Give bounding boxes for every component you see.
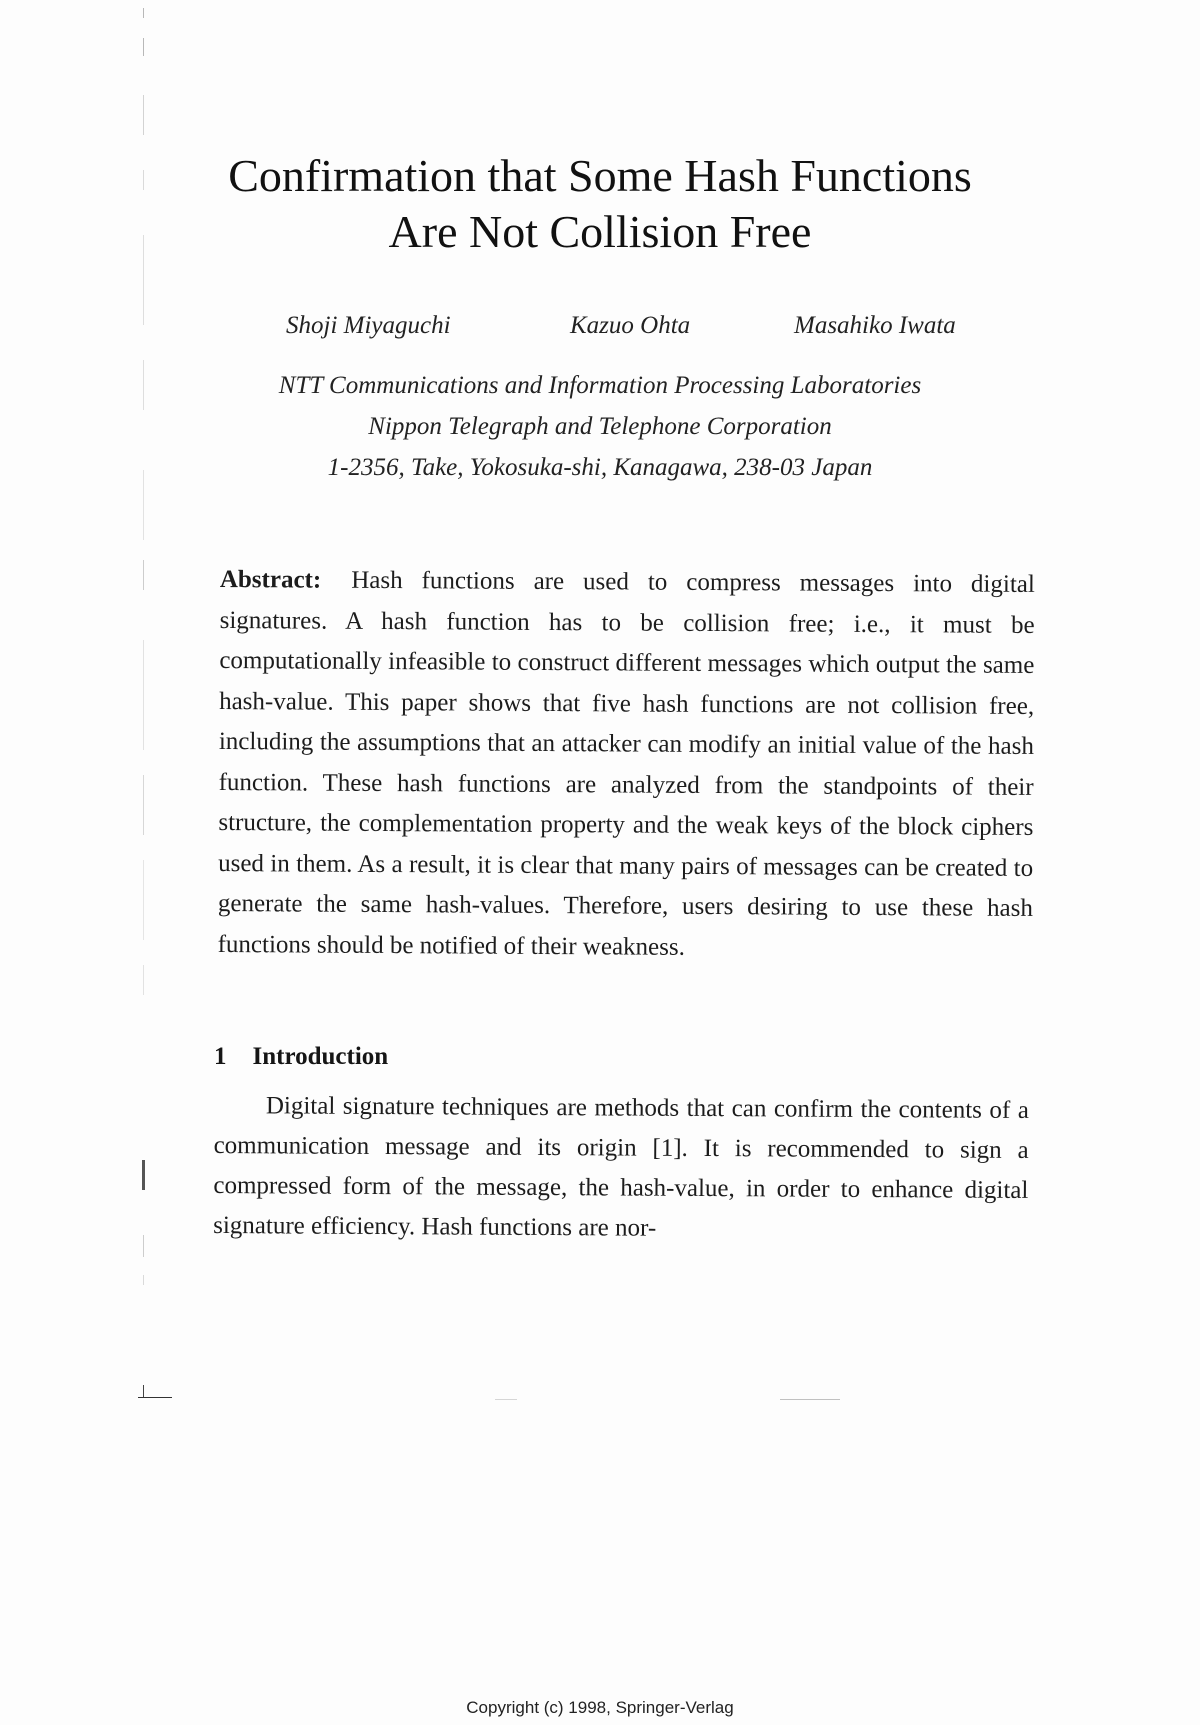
- copyright-notice: Copyright (c) 1998, Springer-Verlag: [466, 1698, 734, 1717]
- author-name: Kazuo Ohta: [570, 312, 691, 339]
- introduction-paragraph: Digital signature techniques are methods that can confirm the contents of a communication message and its origin [1]. It is recommended to sign a compressed form of the message, the hash-value, in order to enhance digital signature efficiency. Hash functions are nor-: [213, 1092, 1029, 1242]
- section-number: 1: [214, 1043, 227, 1070]
- affiliation-line: 1-2356, Take, Yokosuka-shi, Kanagawa, 238-03 Japan: [327, 454, 873, 481]
- abstract-text: Hash functions are used to compress messages into digital signatures. A hash function has to be collision free; i.e., it must be computationally infeasible to construct different messages which output the same hash-value. This paper shows that five hash functions are not collision free, including the assumptions that an attacker can modify an initial value of the hash function. These hash functions are analyzed from the standpoints of their structure, the complementation property and the weak keys of the block ciphers used in them. As a result, it is clear that many pairs of messages can be created to generate the same hash-values. Therefore, users desiring to use these hash functions should be notified of their weakness.: [217, 566, 1035, 961]
- scan-artifact-line: [780, 1399, 840, 1400]
- section-title: Introduction: [252, 1043, 389, 1070]
- scan-artifact-line: [495, 1399, 517, 1400]
- affiliation-line: NTT Communications and Information Processing Laboratories: [278, 372, 922, 399]
- scan-artifact-line: [138, 1397, 172, 1398]
- abstract: [218, 560, 1035, 970]
- affiliation-line: Nippon Telegraph and Telephone Corporation: [368, 413, 832, 440]
- abstract-label: Abstract:: [219, 565, 322, 594]
- affiliation-block: [0, 365, 1200, 488]
- paper-title-line-2: Are Not Collision Free: [388, 206, 812, 257]
- author-name: Shoji Miyaguchi: [286, 312, 451, 339]
- section-heading: [214, 1043, 388, 1071]
- paper-title-line-1: Confirmation that Some Hash Functions: [228, 150, 972, 201]
- author-name: Masahiko Iwata: [794, 312, 956, 339]
- paper-title: [0, 148, 1200, 260]
